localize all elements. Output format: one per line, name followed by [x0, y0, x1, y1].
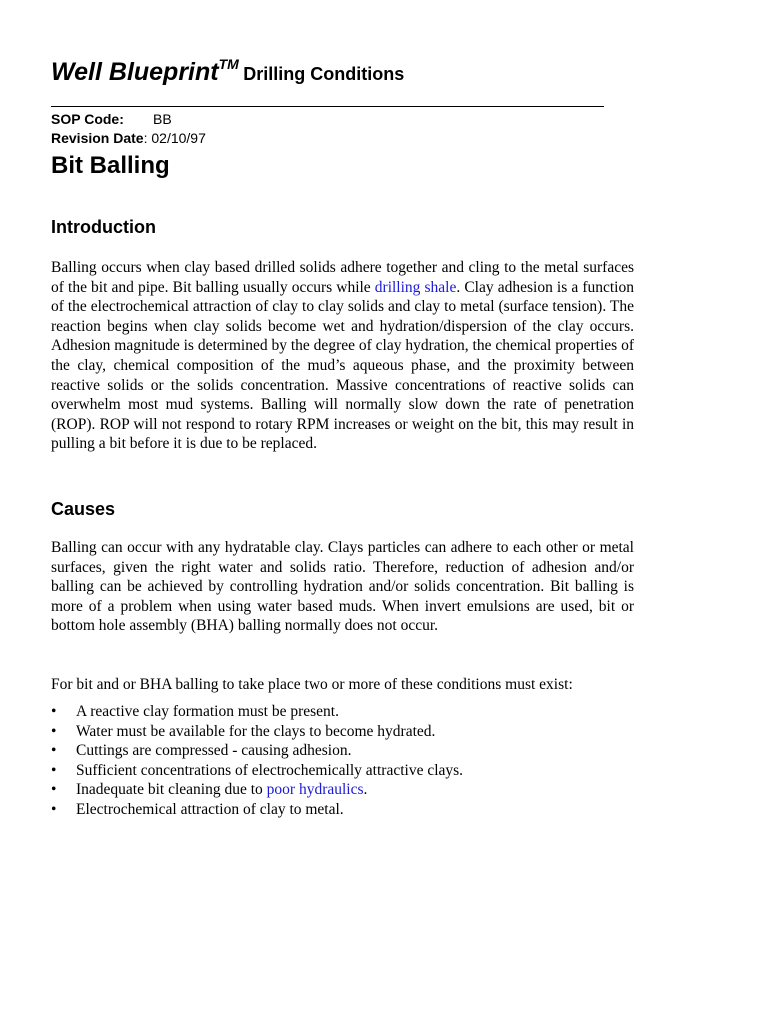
header-subtitle: Drilling Conditions — [243, 64, 405, 84]
poor-hydraulics-link[interactable]: poor hydraulics — [266, 781, 364, 799]
causes-heading: Causes — [51, 499, 116, 519]
causes-paragraph: Balling can occur with any hydratable clay. Clays particles can adhere to each other or metal surfaces, given the right water and solids ratio. Therefore, reduction of adhesion and/or balling can be achieved by controlling hydration and/or solids concentration. Bit balling is more of a problem when using water based muds. When invert emulsions are used, bit or bottom hole assembly (BHA) balling normally does not occur. — [51, 539, 634, 635]
list-item — [51, 800, 463, 820]
introduction-text-1: Balling occurs when clay based drilled solids adhere together and cling to the metal surfaces of the bit and pipe. Bit balling usually occurs while — [51, 259, 634, 296]
sop-code-value: BB — [153, 111, 172, 127]
bullet-icon: • — [51, 761, 57, 779]
list-item-text: Electrochemical attraction of clay to metal. — [76, 800, 344, 818]
bullet-icon: • — [51, 781, 57, 799]
brand-title: Well Blueprint — [51, 58, 219, 86]
list-item-suffix: . — [363, 781, 368, 799]
introduction-paragraph — [51, 258, 634, 454]
list-item — [51, 780, 463, 800]
list-item — [51, 702, 463, 722]
sop-code-row — [51, 110, 172, 128]
document-header — [51, 56, 404, 87]
header-divider — [51, 106, 604, 107]
list-item-text: Inadequate bit cleaning due to — [76, 781, 267, 799]
bullet-icon: • — [51, 703, 57, 720]
revision-date-label: Revision Date — [51, 130, 144, 146]
page-title: Bit Balling — [51, 152, 170, 179]
bullet-icon: • — [51, 742, 57, 760]
revision-date-row — [51, 129, 206, 147]
trademark-symbol: TM — [218, 56, 239, 72]
list-item — [51, 741, 463, 761]
revision-date-value: : 02/10/97 — [143, 130, 206, 146]
drilling-shale-link[interactable]: drilling shale — [374, 278, 457, 296]
bullet-icon: • — [51, 722, 57, 740]
introduction-heading: Introduction — [51, 217, 156, 237]
list-item-text: Cuttings are compressed - causing adhesion. — [76, 742, 352, 760]
conditions-list — [51, 702, 463, 820]
list-item-text: Sufficient concentrations of electrochemically attractive clays. — [76, 761, 464, 779]
bullet-icon: • — [51, 800, 57, 818]
list-item — [51, 761, 463, 781]
list-item — [51, 722, 463, 742]
introduction-text-2: . Clay adhesion is a function of the electrochemical attraction of clay to clay solids and clay to metal (surface tension). The reaction begins when clay solids become wet and hydration/dispersion of the clay occurs. Adhesion magnitude is determined by the degree of clay hydration, the chemical properties of the clay, chemical composition of the mud’s aqueous phase, and the proximity between reactive solids or the solids concentration. Massive concentrations of reactive solids can overwhelm most mud systems. Balling will normally slow down the rate of penetration (ROP). ROP will not respond to rotary RPM increases or weight on the bit, this may result in pulling a bit before it is due to be replaced. — [51, 278, 634, 453]
list-item-text: A reactive clay formation must be present. — [76, 703, 339, 720]
list-item-text: Water must be available for the clays to become hydrated. — [76, 722, 436, 740]
conditions-intro: For bit and or BHA balling to take place two or more of these conditions must exist: — [51, 676, 573, 693]
sop-code-label: SOP Code: — [51, 111, 124, 127]
